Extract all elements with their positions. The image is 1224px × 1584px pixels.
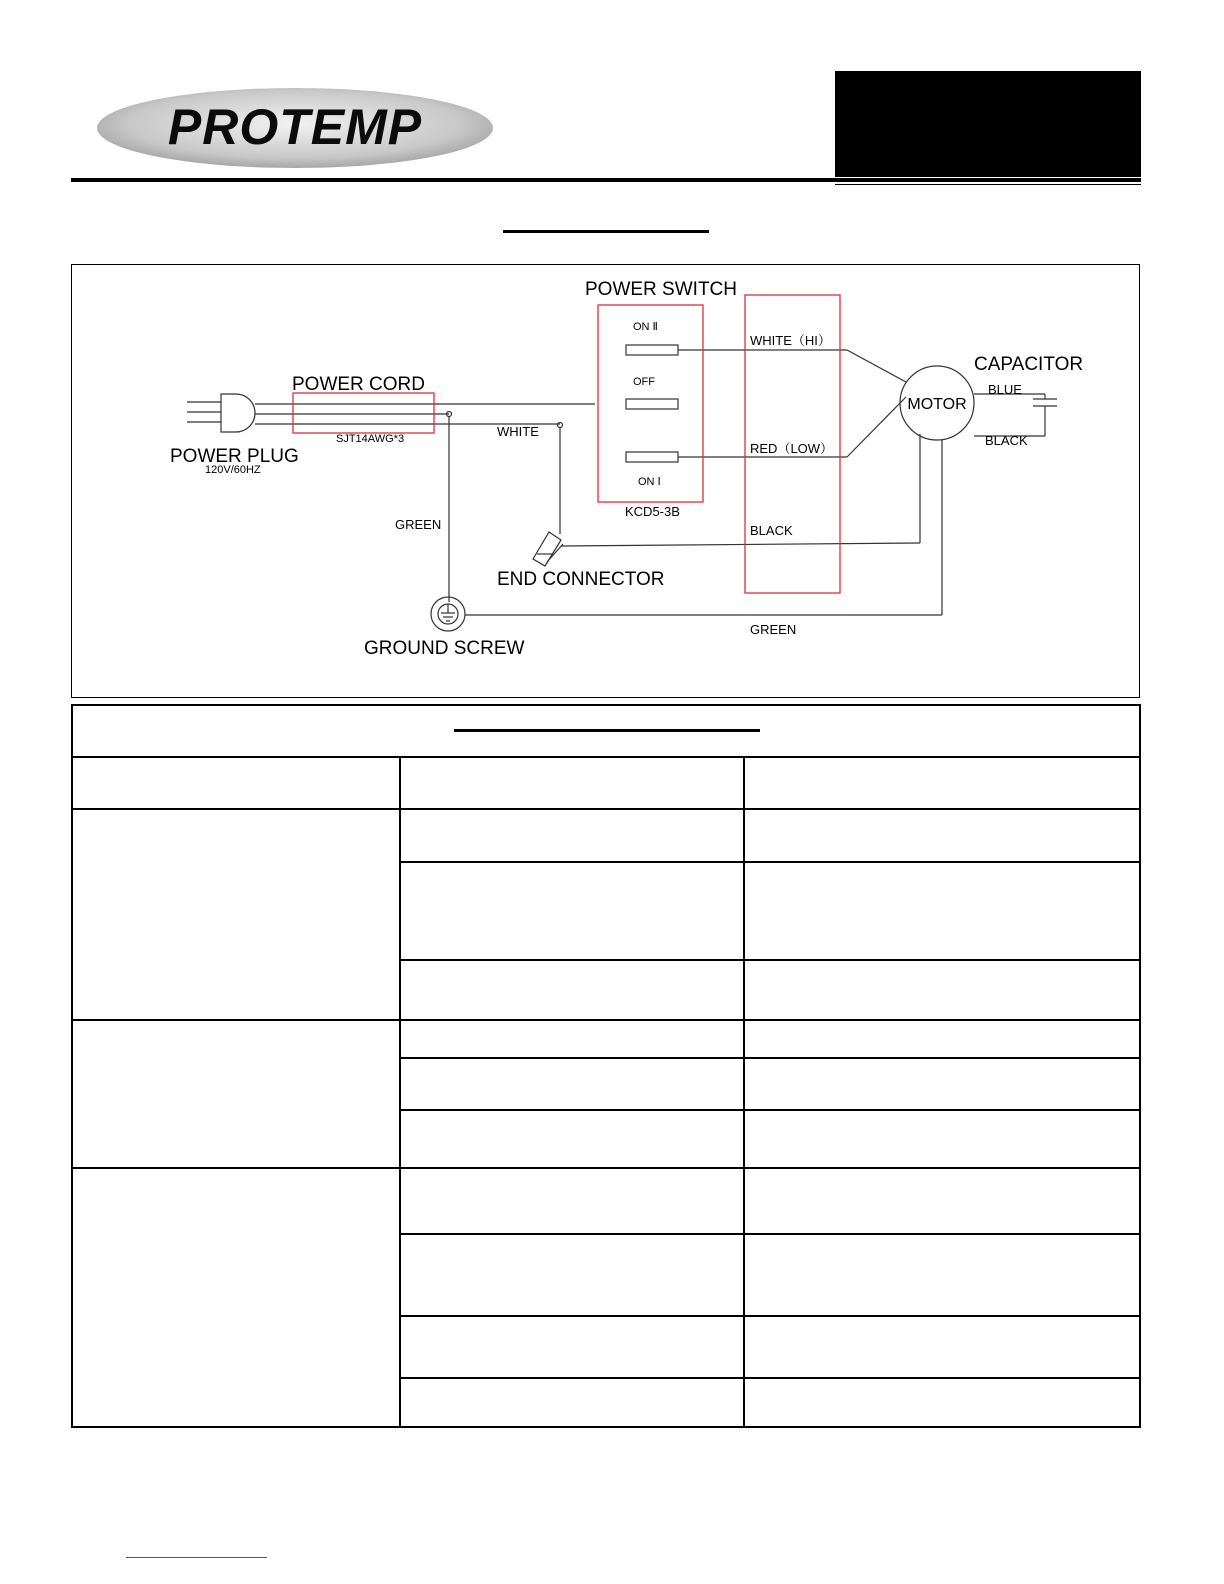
header-divider bbox=[71, 178, 1141, 182]
label-switch-off: OFF bbox=[633, 376, 655, 388]
table-group-divider bbox=[73, 1019, 1139, 1021]
label-white-hi: WHITE（HI） bbox=[750, 333, 831, 348]
label-ground-screw: GROUND SCREW bbox=[364, 638, 525, 659]
table-row-divider bbox=[399, 959, 1139, 961]
label-green-wire-left: GREEN bbox=[395, 517, 442, 532]
label-power-plug: POWER PLUG bbox=[170, 446, 299, 467]
label-green-wire-bottom: GREEN bbox=[750, 622, 797, 637]
table-title-row-divider bbox=[73, 756, 1139, 758]
table-row-divider bbox=[399, 1109, 1139, 1111]
table-title-underline bbox=[454, 729, 760, 732]
table-row-divider bbox=[399, 1377, 1139, 1379]
troubleshooting-table bbox=[71, 704, 1141, 1428]
protemp-logo bbox=[95, 80, 505, 175]
table-group-divider bbox=[73, 1167, 1139, 1169]
table-row-divider bbox=[399, 1057, 1139, 1059]
label-switch-on-hi: ON Ⅱ bbox=[633, 321, 658, 333]
table-column-divider-2 bbox=[743, 758, 745, 1428]
logo-wordmark: PROTEMP bbox=[167, 99, 423, 155]
section-title-underline bbox=[503, 230, 709, 233]
label-cord-spec: SJT14AWG*3 bbox=[336, 433, 405, 445]
power-cord-highlight bbox=[293, 393, 434, 433]
table-header-row-divider bbox=[73, 808, 1139, 810]
header-title-block bbox=[835, 71, 1141, 177]
footer-link[interactable] bbox=[126, 1557, 267, 1558]
label-cap-blue: BLUE bbox=[988, 382, 1022, 397]
label-switch-model: KCD5-3B bbox=[625, 504, 680, 519]
label-end-connector: END CONNECTOR bbox=[497, 569, 665, 590]
power-switch-highlight bbox=[598, 305, 703, 502]
table-row-divider bbox=[399, 1315, 1139, 1317]
header-divider-thin bbox=[835, 184, 1141, 185]
label-black-wire: BLACK bbox=[750, 523, 793, 538]
label-red-low: RED（LOW） bbox=[750, 441, 834, 456]
table-column-divider-1 bbox=[399, 758, 401, 1428]
table-row-divider bbox=[399, 861, 1139, 863]
label-power-switch: POWER SWITCH bbox=[585, 279, 737, 300]
label-cap-black: BLACK bbox=[985, 433, 1028, 448]
label-plug-spec: 120V/60HZ bbox=[205, 464, 261, 476]
label-white-wire: WHITE bbox=[497, 424, 539, 439]
label-motor: MOTOR bbox=[907, 396, 967, 413]
wiring-diagram bbox=[71, 264, 1140, 698]
label-power-cord: POWER CORD bbox=[292, 374, 425, 395]
table-row-divider bbox=[399, 1233, 1139, 1235]
label-capacitor: CAPACITOR bbox=[974, 354, 1084, 375]
label-switch-on-low: ON Ⅰ bbox=[638, 476, 661, 488]
